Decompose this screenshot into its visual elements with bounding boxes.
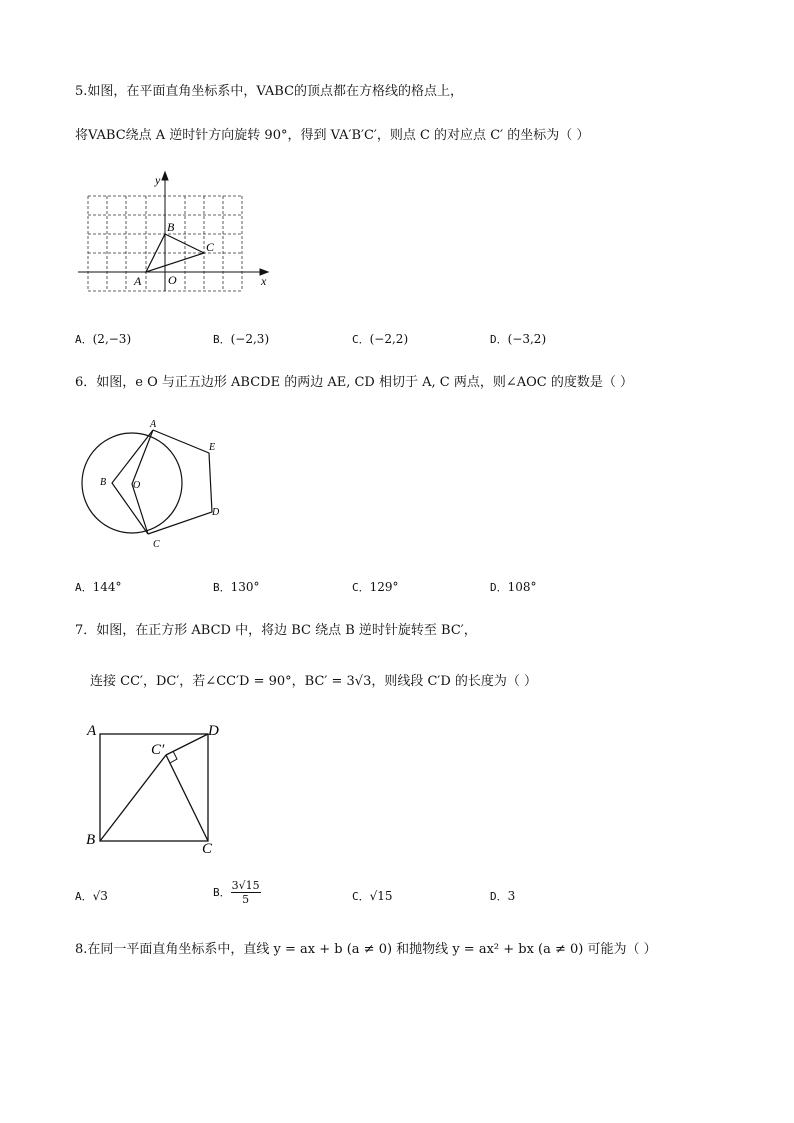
q5-option-b[interactable]: B．(−2,3) xyxy=(213,332,270,346)
q7-stem-line1: 7．如图，在正方形 ABCD 中，将边 BC 绕点 B 逆时针旋转至 BC′， xyxy=(75,623,477,638)
q6-pentagon-sides xyxy=(148,430,212,534)
q7-label-a: A xyxy=(87,723,97,739)
q6-option-c[interactable]: C．129° xyxy=(352,580,399,594)
q6-label-o: O xyxy=(133,480,141,491)
q7-option-c[interactable]: C．√15 xyxy=(352,889,393,903)
q6-label-b: B xyxy=(100,477,107,488)
q5-label-c: C xyxy=(206,240,215,254)
q7-label-cprime: C′ xyxy=(151,742,165,758)
q6-option-a[interactable]: A．144° xyxy=(75,580,122,594)
q6-label-e: E xyxy=(209,442,216,453)
q6-circle-pentagon-figure xyxy=(78,415,228,555)
q6-label-d: D xyxy=(212,507,220,518)
q7-segment-cpc xyxy=(166,755,208,841)
q5-label-y: y xyxy=(155,173,161,187)
q7-segment-cpd xyxy=(166,734,208,755)
q7-label-c: C xyxy=(202,841,213,857)
q7-square-figure xyxy=(80,718,230,858)
q6-option-b[interactable]: B．130° xyxy=(213,580,260,594)
q7-option-a[interactable]: A．√3 xyxy=(75,889,108,903)
q5-label-x: x xyxy=(261,274,267,288)
q6-label-c: C xyxy=(153,539,160,550)
q8-stem: 8.在同一平面直角坐标系中，直线 y = ax + b (a ≠ 0) 和抛物线 y = ax² + bx (a ≠ 0) 可能为（ ） xyxy=(75,942,657,957)
q6-option-d[interactable]: D．108° xyxy=(490,580,537,594)
q7-label-d: D xyxy=(208,723,219,739)
q5-label-b: B xyxy=(167,220,175,234)
q5-option-c[interactable]: C．(−2,2) xyxy=(352,332,409,346)
q7-stem-line2: 连接 CC′，DC′，若∠CC′D = 90°，BC′ = 3√3，则线段 C′D 的长度为（ ） xyxy=(90,674,538,689)
q5-stem-line2: 将VABC绕点 A 逆时针方向旋转 90°，得到 VA′B′C′，则点 C 的对应点 C′ 的坐标为（ ） xyxy=(75,128,590,143)
q7-label-b: B xyxy=(86,832,96,848)
q5-option-d[interactable]: D．(−3,2) xyxy=(490,332,547,346)
q5-stem-line1: 5.如图，在平面直角坐标系中，VABC的顶点都在方格线的格点上， xyxy=(75,84,464,99)
q5-label-a: A xyxy=(134,274,142,288)
q6-label-a: A xyxy=(150,419,157,430)
q7-option-d[interactable]: D．3 xyxy=(490,889,516,903)
q5-label-o: O xyxy=(168,273,177,287)
q5-option-a[interactable]: A．(2,−3) xyxy=(75,332,132,346)
q6-stem: 6．如图，e O 与正五边形 ABCDE 的两边 AE, CD 相切于 A, C 两点，则∠AOC 的度数是（ ） xyxy=(75,375,633,390)
q7-option-b[interactable]: B． $\frac{3√15}{5}$ xyxy=(213,879,260,906)
q7-segment-bcp xyxy=(100,755,166,841)
q7-option-b-fraction: $\frac{3√15}{5}$ xyxy=(231,879,260,906)
q5-grid-figure xyxy=(72,168,277,293)
